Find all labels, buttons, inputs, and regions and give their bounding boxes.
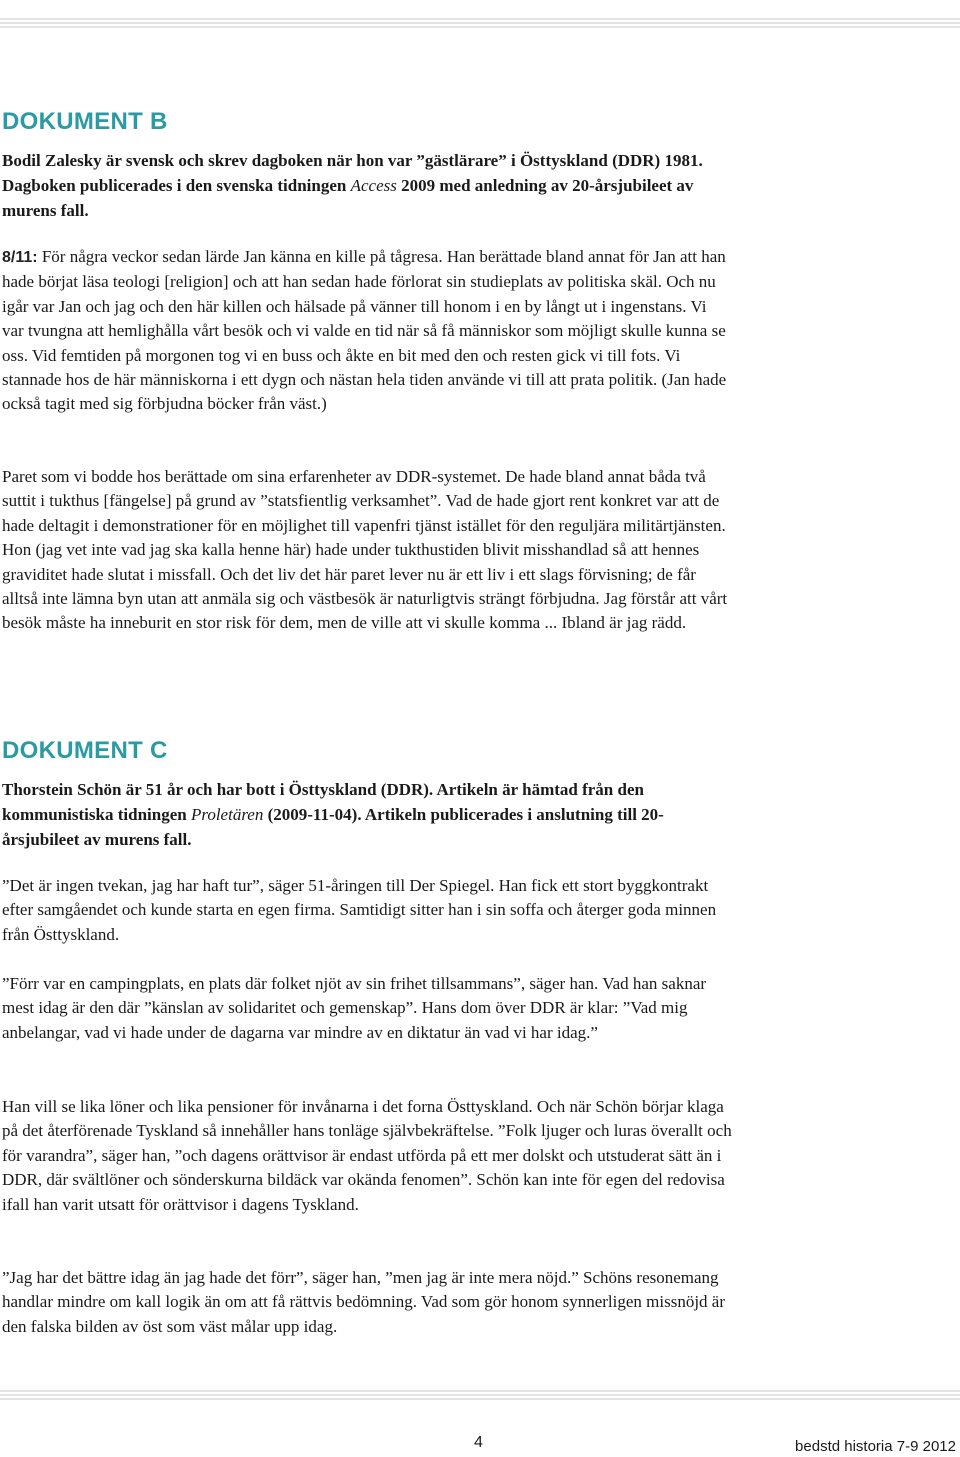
doc-b-publication-name: Access [350,176,397,195]
doc-b-heading: DOKUMENT B [2,108,168,135]
doc-c-paragraph-4: ”Jag har det bättre idag än jag hade det förr”, säger han, ”men jag är inte mera nöjd.” Schöns resonemang handlar mindre om kall logik än om att få rättvis bedömning. Vad som gör honom synnerligen missnöjd är den falska bilden av öst som väst målar upp idag. [2,1268,726,1336]
top-decorative-rule [0,18,960,28]
doc-b-intro-text-2: 2009 med anledning av 20-årsjubileet av murens fall. [2,176,694,220]
doc-b-intro [2,148,732,223]
doc-c-publication-name: Proletären [190,805,264,824]
bottom-decorative-rule [0,1390,960,1400]
doc-c-paragraph-2: ”Förr var en campingplats, en plats där folket njöt av sin frihet tillsammans”, säger han. Vad han saknar mest idag är den där ”känslan av solidaritet och gemenskap”. Hans dom över DDR är klar: ”Vad mig anbelangar, vad vi hade under de dagarna var mindre av en diktatur än vad vi har idag.” [2,974,707,1042]
page-number: 4 [474,1434,483,1451]
footer-publication: bedstd historia 7-9 2012 [795,1438,956,1455]
doc-c-intro-text-1: Thorstein Schön är 51 år och har bott i Östtyskland (DDR). Artikeln är hämtad från den kommunistiska tidningen [2,780,644,824]
doc-b-entry-date: 8/11: [2,249,38,266]
doc-c-intro [2,777,732,852]
doc-c-paragraph-3: Han vill se lika löner och lika pensioner för invånarna i det forna Östtyskland. Och när Schön börjar klaga på det återförenade Tyskland så innehåller hans tonläge självbekräftelse. ”Folk ljuger och luras överallt och för varandra”, säger han, ”och dagens orättvisor är endast utförda på ett mer dolskt och utstuderat sätt än i DDR, där svältlöner och sönderskurna bildäck var okända fenomen”. Schön kan inte för egen del redovisa ifall han varit utsatt för orättvisor i dagens Tyskland. [2,1097,732,1214]
doc-b-diary-entry [2,245,732,417]
doc-c-heading: DOKUMENT C [2,737,168,764]
doc-b-entry-text: För några veckor sedan lärde Jan känna en kille på tågresa. Han berättade bland annat för Jan att han hade börjat läsa teologi [religion] och att han sedan hade förlorat sin studieplats av politiska skäl. Och nu igår var Jan och jag och den här killen och hälsade på vänner till honom i en by långt ut i ingenstans. Vi var tvungna att hemlighålla vårt besök och vi valde en tid när så få människor som möjligt skulle kunna se oss. Vid femtiden på morgonen tog vi en buss och åkte en bit med den och resten gick vi till fots. Vi stannade hos de här människorna i ett dygn och nästan hela tiden använde vi till att prata politik. (Jan hade också tagit med sig förbjudna böcker från väst.) [2,247,727,414]
doc-c-paragraph-1: ”Det är ingen tvekan, jag har haft tur”, säger 51-åringen till Der Spiegel. Han fick ett stort byggkontrakt efter samgåendet och kunde starta en egen firma. Samtidigt sitter han i sin soffa och återger goda minnen från Östtyskland. [2,876,717,944]
doc-b-intro-text-1: Bodil Zalesky är svensk och skrev dagboken när hon var ”gästlärare” i Östtyskland (DDR) 1981. Dagboken publicerades i den svenska tidningen [2,151,703,195]
doc-b-paragraph-2: Paret som vi bodde hos berättade om sina erfarenheter av DDR-systemet. De hade bland annat båda två suttit i tukthus [fängelse] på grund av ”statsfientlig verksamhet”. Vad de hade gjort rent konkret var att de hade deltagit i demonstrationer för en möjlighet till vapenfri tjänst istället för den reguljära militärtjänsten. Hon (jag vet inte vad jag ska kalla henne här) hade under tukthustiden blivit misshandlad så att hennes graviditet hade slutat i missfall. Och det liv det här paret lever nu är ett liv i ett slags förvisning; de får alltså inte lämna byn utan att anmäla sig och västbesök är naturligtvis strängt förbjudna. Jag förstår att vårt besök måste ha inneburit en stor risk för dem, men de ville att vi skulle komma ... Ibland är jag rädd. [2,467,728,633]
doc-c-intro-text-2: (2009-11-04). Artikeln publicerades i anslutning till 20-årsjubileet av murens fall. [2,805,664,849]
